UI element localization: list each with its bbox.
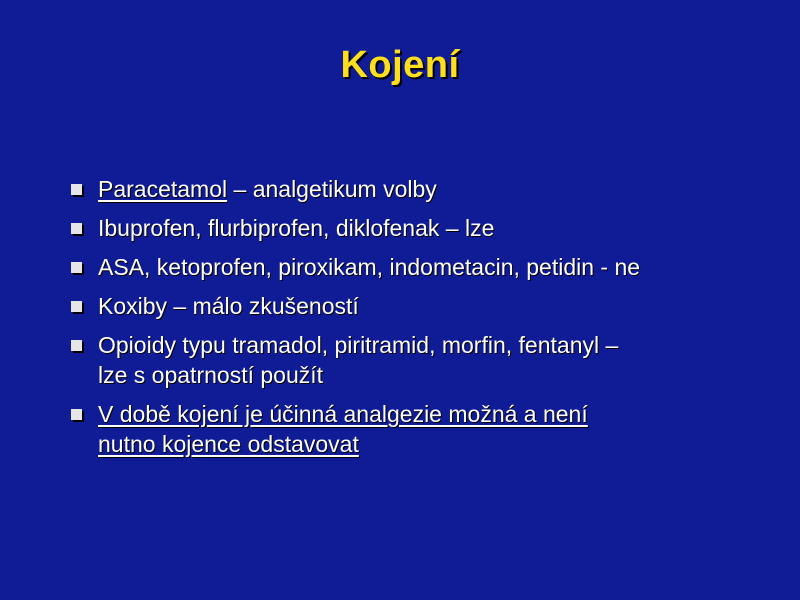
square-bullet-icon bbox=[71, 409, 82, 420]
bullet-list bbox=[68, 174, 748, 468]
bullet-text: – analgetikum volby bbox=[227, 176, 437, 202]
square-bullet-icon bbox=[71, 184, 82, 195]
list-item bbox=[68, 174, 748, 204]
bullet-text-line-1: V době kojení je účinná analgezie možná a není bbox=[98, 401, 588, 427]
square-bullet-icon bbox=[71, 340, 82, 351]
square-bullet-icon bbox=[71, 223, 82, 234]
bullet-text-line-1: Opioidy typu tramadol, piritramid, morfin, fentanyl – bbox=[98, 332, 619, 358]
bullet-text-line-2: nutno kojence odstavovat bbox=[98, 431, 359, 457]
slide-title: Kojení bbox=[340, 44, 460, 86]
list-item bbox=[68, 291, 748, 321]
square-bullet-icon bbox=[71, 262, 82, 273]
bullet-text: Koxiby – málo zkušeností bbox=[98, 293, 359, 319]
list-item bbox=[68, 330, 748, 390]
list-item bbox=[68, 399, 748, 459]
square-bullet-icon bbox=[71, 301, 82, 312]
bullet-text: ASA, ketoprofen, piroxikam, indometacin, petidin - ne bbox=[98, 254, 641, 280]
underlined-term: Paracetamol bbox=[98, 176, 228, 202]
list-item bbox=[68, 213, 748, 243]
bullet-text: Ibuprofen, flurbiprofen, diklofenak – lze bbox=[98, 215, 495, 241]
list-item bbox=[68, 252, 748, 282]
bullet-text-line-2: lze s opatrností použít bbox=[98, 362, 324, 388]
